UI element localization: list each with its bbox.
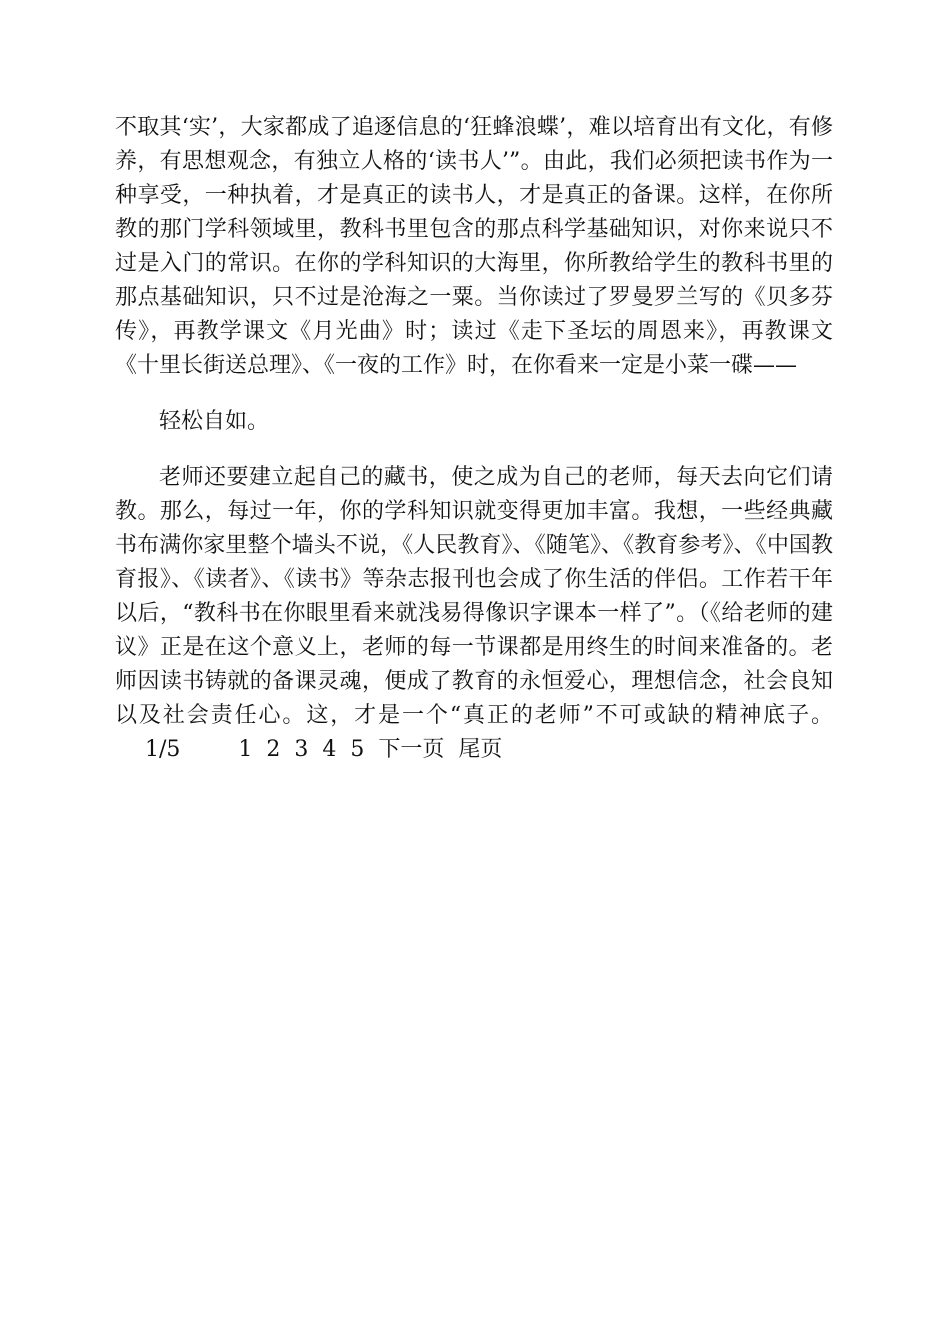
paragraph-gap (115, 439, 833, 461)
paragraph-1: 不取其‘实’，大家都成了追逐信息的‘狂蜂浪蝶’，难以培育出有文化，有修养，有思想观念，有独立人格的‘读书人’”。由此，我们必须把读书作为一种享受，一种执着，才是真正的读书人，才是真正的备课。这样，在你所教的那门学科领域里，教科书里包含的那点科学基础知识，对你来说只不过是入门的常识。在你的学科知识的大海里，你所教给学生的教科书里的那点基础知识，只不过是沧海之一粟。当你读过了罗曼罗兰写的《贝多芬传》，再教学课文《月光曲》时；读过《走下圣坛的周恩来》，再教课文《十里长街送总理》、《一夜的工作》时，在你看来一定是小菜一碟—— (115, 115, 833, 378)
page-indicator: 1/5 (145, 737, 181, 762)
next-page-link[interactable]: 下一页 (378, 737, 445, 762)
document-page (115, 111, 833, 767)
page-link-1[interactable]: 1 (238, 737, 253, 762)
page-link-2[interactable]: 2 (266, 737, 281, 762)
page-link-3[interactable]: 3 (294, 737, 309, 762)
page-link-4[interactable]: 4 (322, 737, 337, 762)
paragraph-gap (115, 383, 833, 405)
paragraph-2: 轻松自如。 (159, 409, 270, 434)
page-link-5[interactable]: 5 (350, 737, 365, 762)
paragraph-3 (115, 461, 833, 767)
last-page-link[interactable]: 尾页 (458, 737, 503, 762)
pagination (115, 737, 502, 762)
paragraph-3-text: 老师还要建立起自己的藏书，使之成为自己的老师，每天去向它们请教。那么，每过一年，你的学科知识就变得更加丰富。我想，一些经典藏书布满你家里整个墙头不说，《人民教育》、《随笔》、《教育参考》、《中国教育报》、《读者》、《读书》等杂志报刊也会成了你生活的伴侣。工作若干年以后，“教科书在你眼里看来就浅易得像识字课本一样了”。（《给老师的建议》正是在这个意义上，老师的每一节课都是用终生的时间来准备的。老师因读书铸就的备课灵魂，便成了教育的永恒爱心，理想信念，社会良知以及社会责任心。这，才是一个“真正的老师”不可或缺的精神底子。 (115, 465, 833, 728)
